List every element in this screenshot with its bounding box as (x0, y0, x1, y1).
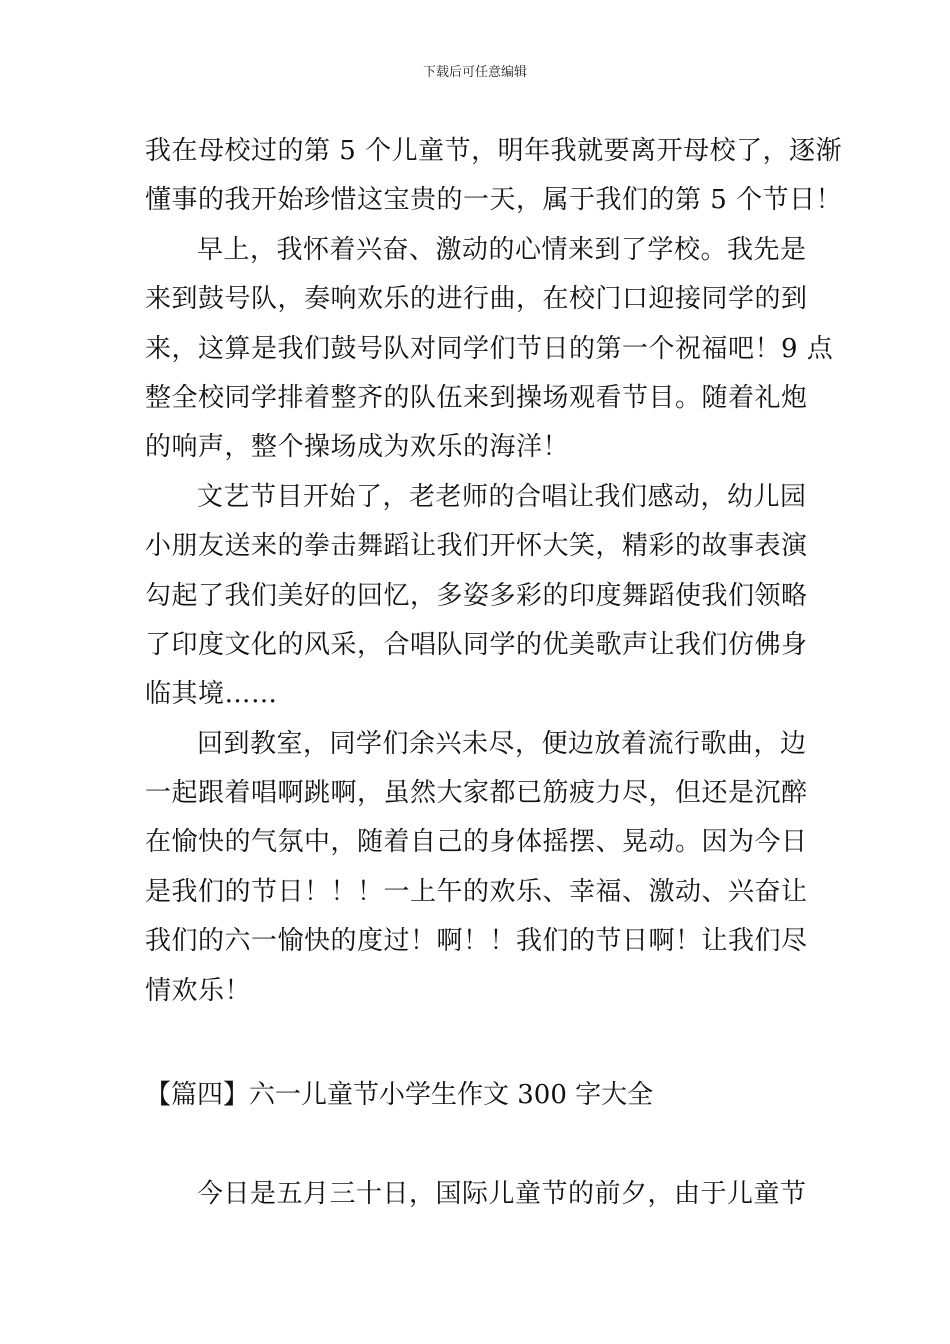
text-line: 临其境…… (145, 679, 278, 710)
text-line: 情欢乐！ (145, 975, 252, 1006)
text-line: 在愉快的气氛中，随着自己的身体摇摆、晃动。因为今日 (145, 827, 808, 858)
text-line: 整全校同学排着整齐的队伍来到操场观看节目。随着礼炮 (145, 382, 808, 413)
text-line: 一起跟着唱啊跳啊，虽然大家都已筋疲力尽，但还是沉醉 (145, 778, 808, 809)
text-line: 早上，我怀着兴奋、激动的心情来到了学校。我先是 (197, 234, 807, 265)
text-line: 来到鼓号队，奏响欢乐的进行曲，在校门口迎接同学的到 (145, 284, 808, 315)
text-line: 回到教室，同学们余兴未尽，便边放着流行歌曲，边 (197, 728, 807, 759)
text-line: 我们的六一愉快的度过！啊！！我们的节日啊！让我们尽 (145, 926, 808, 957)
text-line: 来，这算是我们鼓号队对同学们节日的第一个祝福吧！9 点 (145, 333, 834, 364)
text-line: 今日是五月三十日，国际儿童节的前夕，由于儿童节 (197, 1179, 807, 1209)
text-line: 我在母校过的第 5 个儿童节，明年我就要离开母校了，逐渐 (145, 136, 843, 166)
section-title: 【篇四】六一儿童节小学生作文 300 字大全 (145, 1080, 654, 1110)
text-line: 小朋友送来的拳击舞蹈让我们开怀大笑，精彩的故事表演 (145, 531, 808, 562)
page-header-note: 下载后可任意编辑 (422, 65, 527, 80)
text-line: 勾起了我们美好的回忆，多姿多彩的印度舞蹈使我们领略 (145, 580, 808, 611)
text-line: 文艺节目开始了，老老师的合唱让我们感动，幼儿园 (197, 481, 807, 512)
text-line: 了印度文化的风采，合唱队同学的优美歌声让我们仿佛身 (145, 629, 808, 660)
essay-body (145, 127, 843, 1016)
text-line: 的响声，整个操场成为欢乐的海洋！ (145, 432, 570, 463)
text-line: 懂事的我开始珍惜这宝贵的一天，属于我们的第 5 个节日！ (145, 185, 843, 216)
text-line: 是我们的节日！！！一上午的欢乐、幸福、激动、兴奋让 (145, 876, 808, 907)
